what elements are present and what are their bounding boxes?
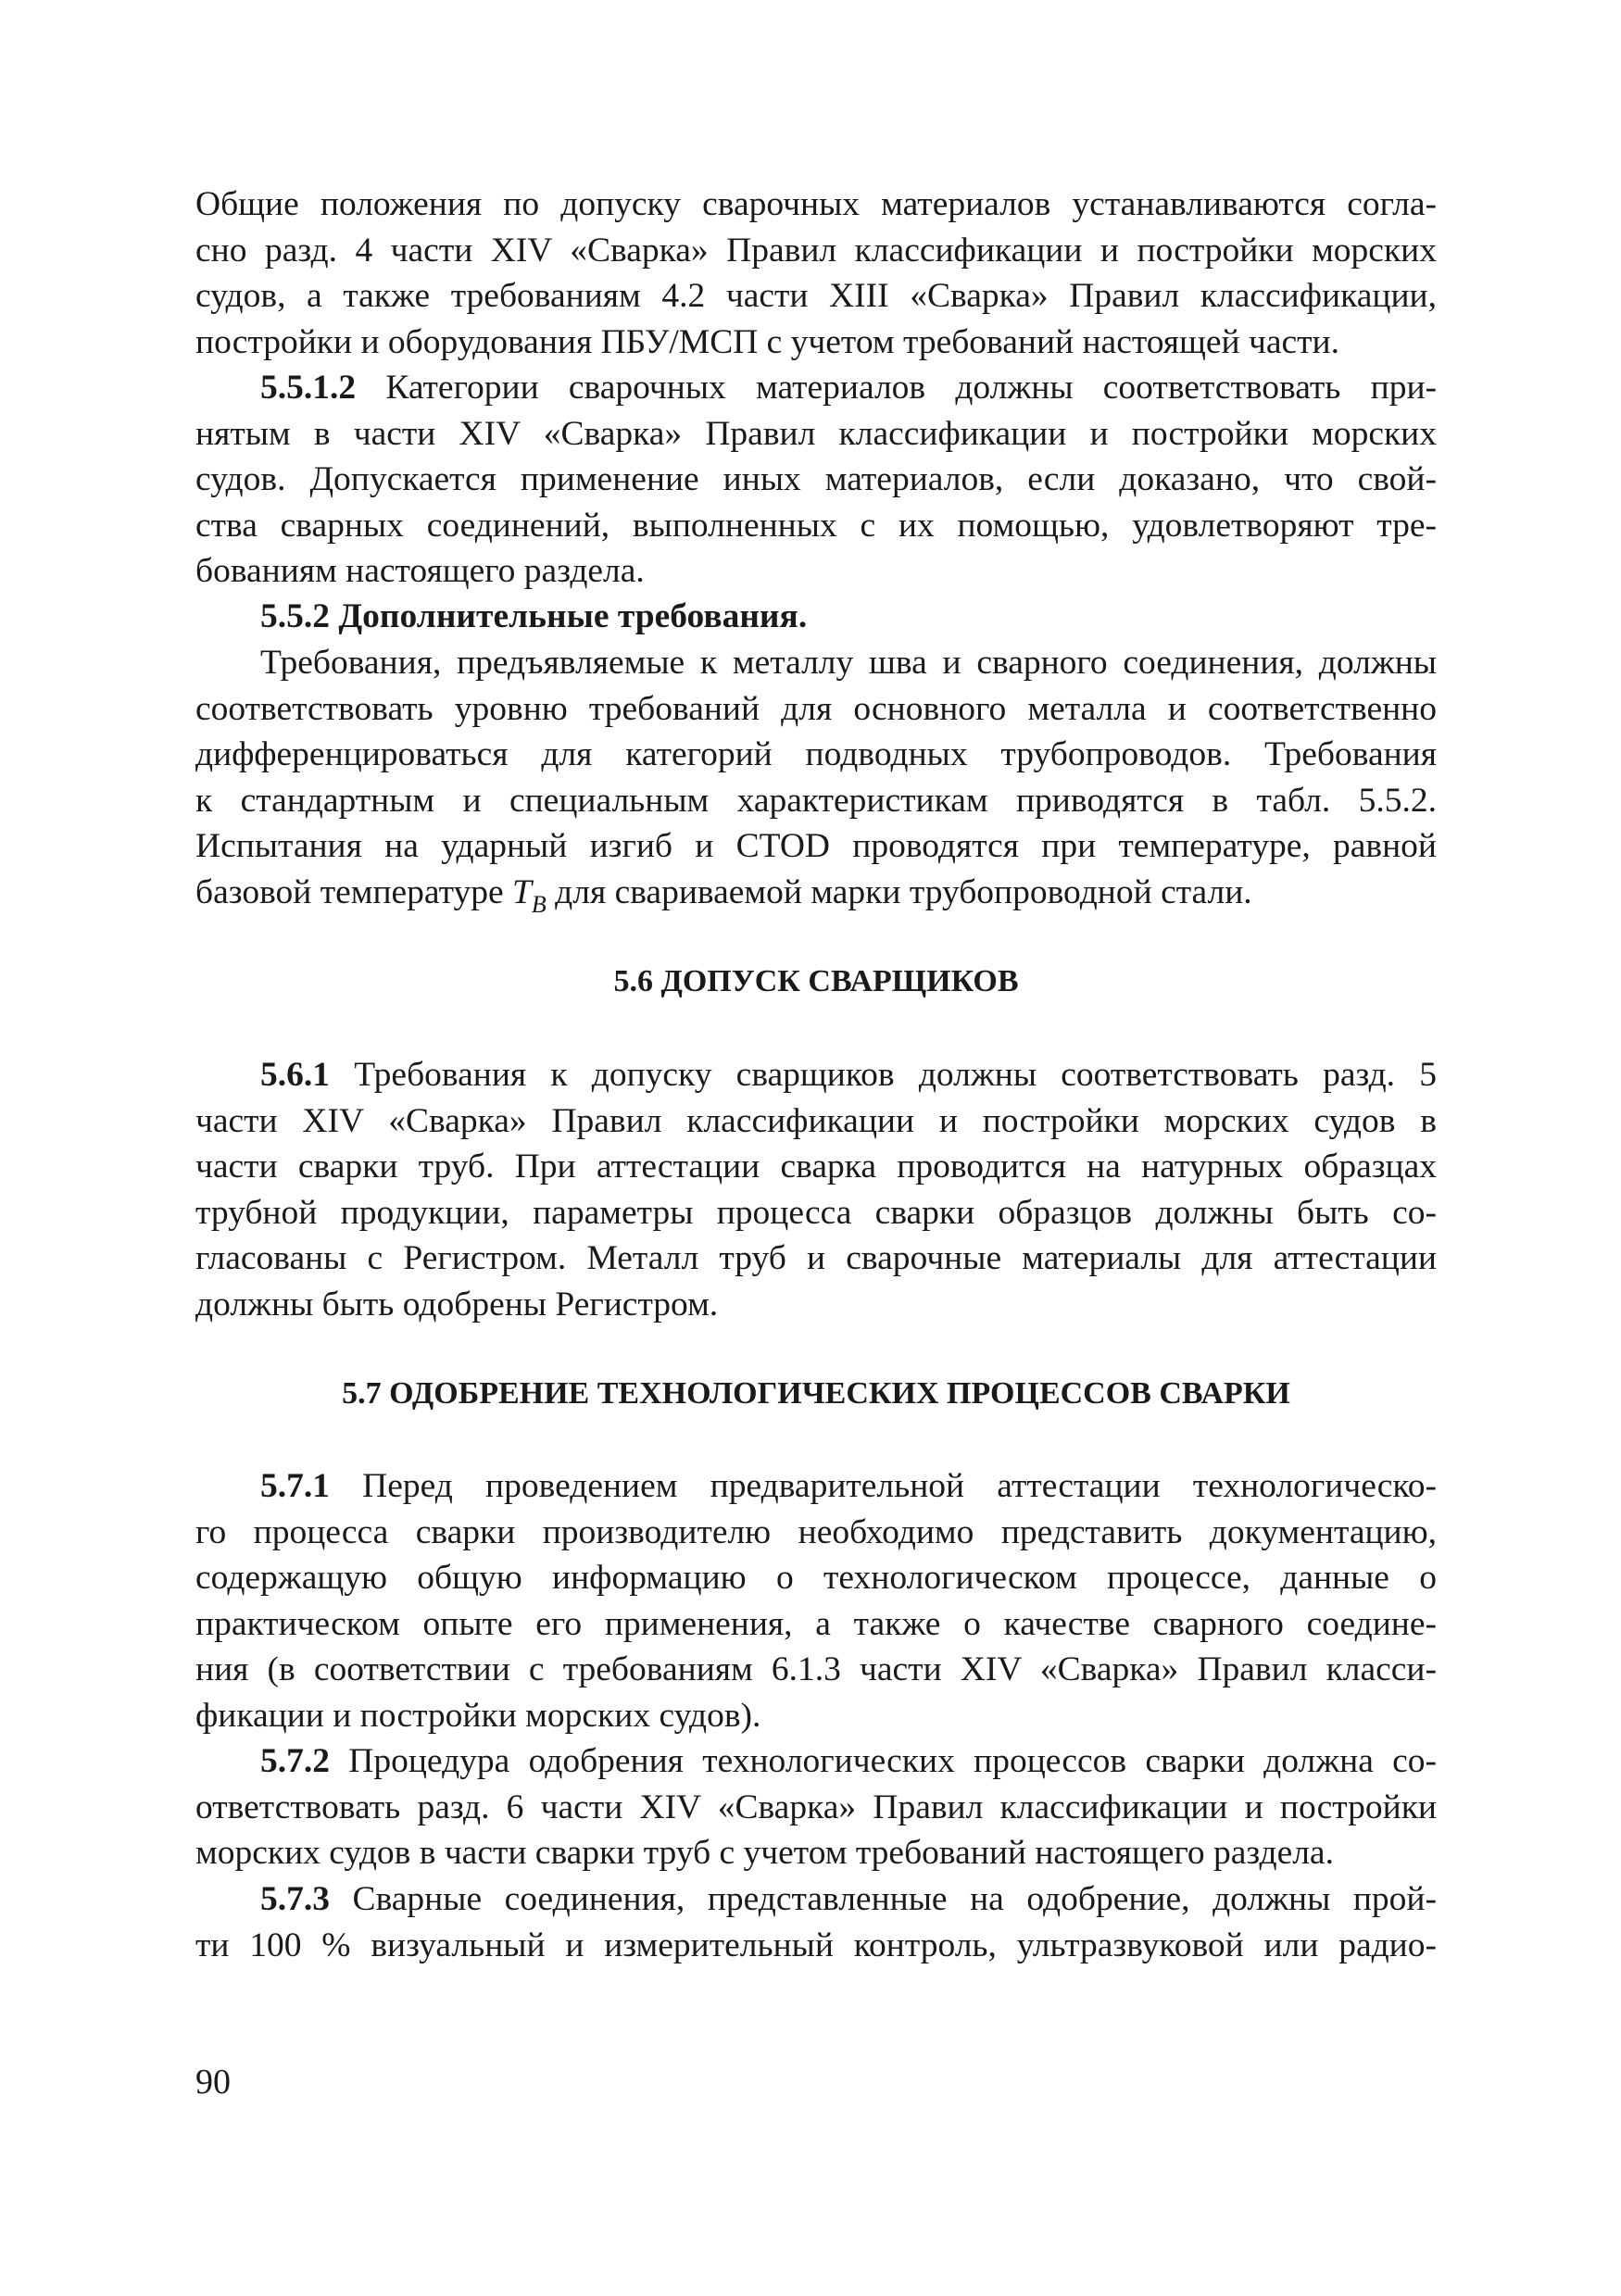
text-line: к стандартным и специальным характеристикам приводятся в табл. 5.5.2. (195, 781, 1437, 820)
page-number: 90 (195, 2063, 231, 2102)
text-line: ответствовать разд. 6 части XIV «Сварка» Правил классификации и постройки (195, 1788, 1437, 1826)
paragraph-5-5-2-title (195, 594, 1437, 640)
clause-number: 5.7.1 (260, 1467, 330, 1505)
paragraph-5-7-3 (195, 1876, 1437, 1968)
clause-text: Сварные соединения, представленные на одобрение, должны прой- (330, 1880, 1437, 1918)
text-fragment: для свариваемой марки трубопроводной стали. (546, 872, 1252, 911)
text-line: части сварки труб. При аттестации сварка проводится на натурных образцах (195, 1148, 1437, 1186)
base-temperature-symbol: T (512, 872, 532, 911)
text-line: содержащую общую информацию о технологическом процессе, данные о (195, 1559, 1437, 1597)
text-line: части XIV «Сварка» Правил классификации и постройки морских судов в (195, 1101, 1437, 1140)
paragraph-intro (195, 182, 1437, 365)
paragraph-5-7-1 (195, 1463, 1437, 1738)
text-line: го процесса сварки производителю необходимо представить документацию, (195, 1512, 1437, 1551)
text-line: судов, а также требованиям 4.2 части XIII «Сварка» Правил классификации, (195, 277, 1437, 315)
paragraph-5-7-2 (195, 1738, 1437, 1876)
text-line: соответствовать уровню требований для основного металла и соответственно (195, 689, 1437, 728)
clause-number: 5.7.3 (260, 1880, 330, 1918)
text-line: нятым в части XIV «Сварка» Правил классификации и постройки морских (195, 414, 1437, 453)
text-line (195, 1052, 1437, 1098)
text-line: бованиям настоящего раздела. (195, 552, 645, 590)
text-line: морских судов в части сварки труб с учетом требований настоящего раздела. (195, 1834, 1334, 1872)
paragraph-5-5-2 (195, 640, 1437, 927)
section-heading-5-7: 5.7 ОДОБРЕНИЕ ТЕХНОЛОГИЧЕСКИХ ПРОЦЕССОВ СВАРКИ (342, 1376, 1290, 1411)
text-line: ния (в соответствии с требованиям 6.1.3 части XIV «Сварка» Правил класси- (195, 1650, 1437, 1688)
text-line: фикации и постройки морских судов). (195, 1696, 761, 1735)
text-line (195, 365, 1437, 411)
text-line: должны быть одобрены Регистром. (195, 1285, 719, 1324)
text-line: постройки и оборудования ПБУ/МСП с учетом требований настоящей части. (195, 322, 1339, 361)
text-line: трубной продукции, параметры процесса сварки образцов должны быть со- (195, 1193, 1437, 1232)
text-line: судов. Допускается применение иных материалов, если доказано, что свой- (195, 460, 1437, 498)
text-line (195, 1876, 1437, 1923)
subsection-title: 5.5.2 Дополнительные требования. (260, 597, 808, 635)
text-line (195, 1463, 1437, 1510)
text-line: Требования, предъявляемые к металлу шва и сварного соединения, должны (260, 644, 1437, 682)
clause-text: Перед проведением предварительной аттестации технологическо- (330, 1467, 1437, 1505)
text-line (195, 1738, 1437, 1785)
text-line: практическом опыте его применения, а также о качестве сварного соедине- (195, 1604, 1437, 1643)
text-line: Испытания на ударный изгиб и CTOD проводятся при температуре, равной (195, 827, 1437, 865)
paragraph-5-6-1 (195, 1052, 1437, 1327)
base-temperature-subscript: B (531, 890, 547, 918)
clause-number: 5.5.1.2 (260, 369, 357, 407)
clause-number: 5.6.1 (260, 1056, 330, 1094)
clause-text: Категории сварочных материалов должны соответствовать при- (356, 369, 1437, 407)
text-line (195, 870, 1437, 928)
paragraph-5-5-1-2 (195, 365, 1437, 595)
clause-text: Процедура одобрения технологических процессов сварки должна со- (330, 1742, 1437, 1780)
section-heading-5-6: 5.6 ДОПУСК СВАРЩИКОВ (613, 964, 1019, 998)
clause-text: Требования к допуску сварщиков должны соответствовать разд. 5 (330, 1056, 1437, 1094)
text-line: ства сварных соединений, выполненных с их помощью, удовлетворяют тре- (195, 506, 1437, 545)
text-line: сно разд. 4 части XIV «Сварка» Правил классификации и постройки морских (195, 231, 1437, 270)
text-line: Общие положения по допуску сварочных материалов устанавливаются согла- (195, 185, 1437, 223)
text-line: ти 100 % визуальный и измерительный контроль, ультразвуковой или радио- (195, 1926, 1437, 1964)
text-line: гласованы с Регистром. Металл труб и сварочные материалы для аттестации (195, 1239, 1437, 1277)
text-line: дифференцироваться для категорий подводных трубопроводов. Требования (195, 735, 1437, 773)
clause-number: 5.7.2 (260, 1742, 330, 1780)
text-fragment: базовой температуре (195, 872, 513, 911)
